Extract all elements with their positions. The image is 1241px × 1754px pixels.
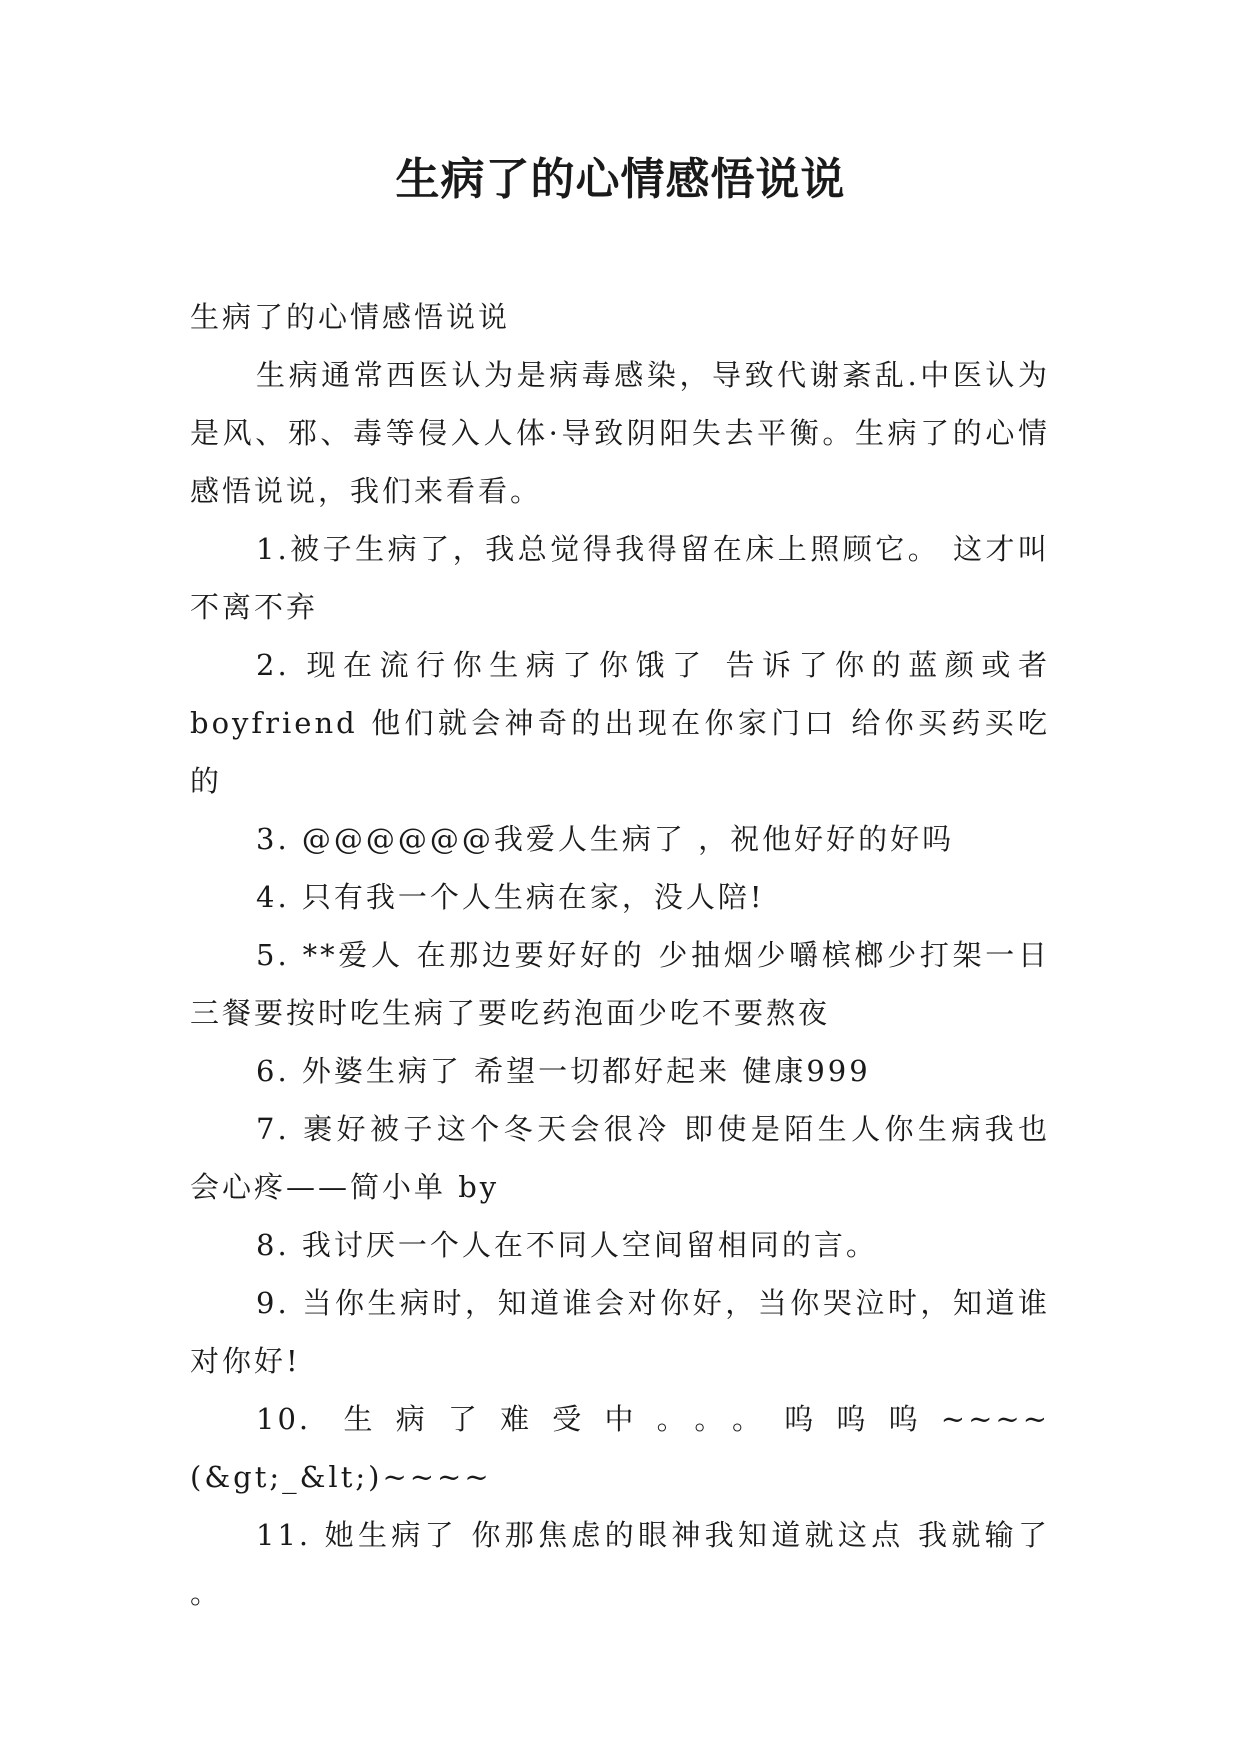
list-item: 3. @@@@@@我爱人生病了 ，祝他好好的好吗 [256,822,955,856]
list-item: 2. 现在流行你生病了你饿了 告诉了你的蓝颜或者boyfriend 他们就会神奇的出现在你家门口 给你买药买吃的 [190,648,1050,798]
list-item: 7. 裹好被子这个冬天会很冷 即使是陌生人你生病我也会心疼——简小单 by [190,1112,1050,1204]
list-item: 8. 我讨厌一个人在不同人空间留相同的言。 [256,1228,878,1262]
subtitle-paragraph: 生病了的心情感悟说说 [190,300,511,334]
list-item: 1.被子生病了，我总觉得我得留在床上照顾它。 这才叫不离不弃 [190,532,1050,624]
list-item: 6. 外婆生病了 希望一切都好起来 健康999 [256,1054,871,1088]
list-item: 10. 生病了难受中。。。呜呜呜~~~~(&gt;_&lt;)~~~~ [190,1402,1050,1494]
list-item: 9. 当你生病时，知道谁会对你好，当你哭泣时，知道谁对你好! [190,1286,1050,1378]
intro-paragraph: 生病通常西医认为是病毒感染，导致代谢紊乱.中医认为是风、邪、毒等侵入人体·导致阴阳失去平衡。生病了的心情感悟说说，我们来看看。 [190,358,1050,508]
list-item: 5. **爱人 在那边要好好的 少抽烟少嚼槟榔少打架一日三餐要按时吃生病了要吃药泡面少吃不要熬夜 [190,938,1050,1030]
document-body [190,288,1050,1622]
list-item: 11. 她生病了 你那焦虑的眼神我知道就这点 我就输了 。 [190,1518,1050,1610]
document-title: 生病了的心情感悟说说 [395,154,846,205]
list-item: 4. 只有我一个人生病在家，没人陪! [256,880,765,914]
